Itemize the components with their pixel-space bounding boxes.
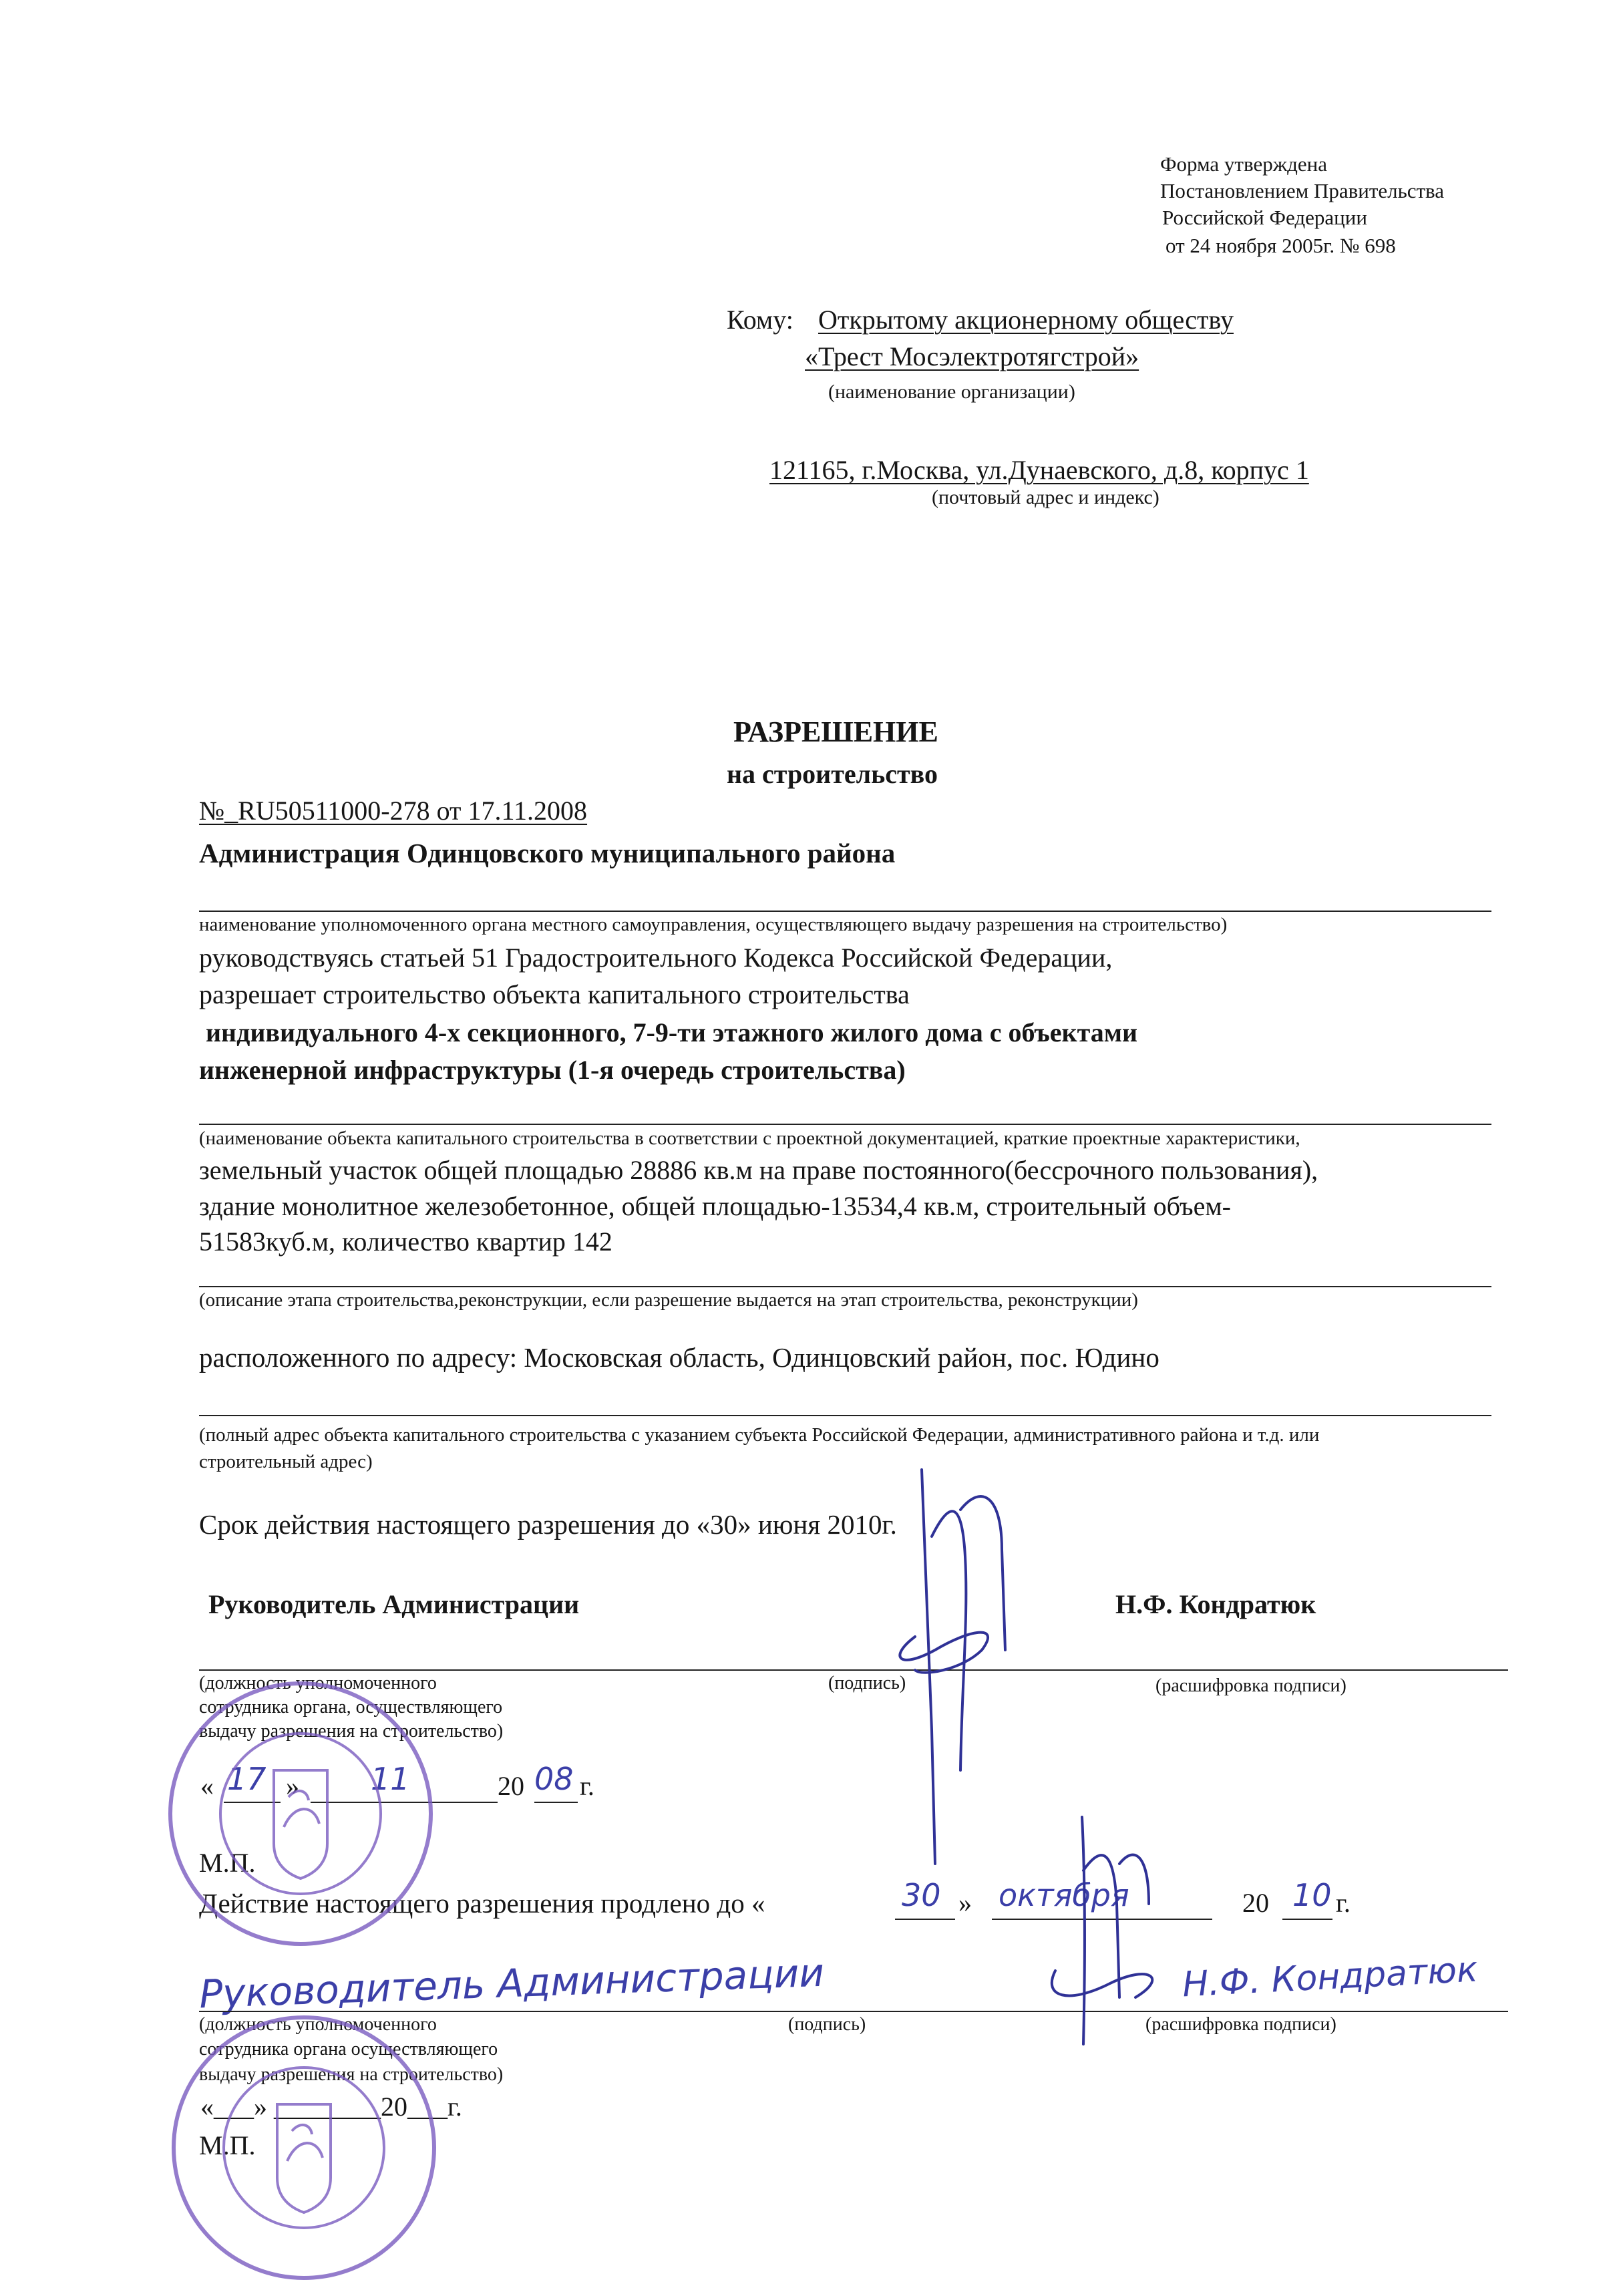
date1-year: 08 [534,1761,574,1797]
address-caption-line2: строительный адрес) [199,1451,373,1472]
desc-line1: земельный участок общей площадью 28886 кв.м на праве постоянного(бессрочного пользования), [199,1155,1318,1185]
form-note-line2: Постановлением Правительства [1160,179,1445,202]
address-caption-line1: (полный адрес объекта капитального строительства с указанием субъекта Российской Федерации, административного района и т.д. или [199,1424,1320,1446]
stamp1-seal [170,1683,431,1944]
date1-close: » [286,1771,299,1801]
authority-caption: наименование уполномоченного органа местного самоуправления, осуществляющего выдачу разрешения на строительство) [199,914,1228,935]
date1-day: 17 [227,1761,266,1797]
sig2-position-handwritten: Руководитель Администрации [198,1949,826,2017]
date2-line: «___» ________20___г. [200,2092,462,2122]
sig1-cap-position1: (должность уполномоченного [199,1673,437,1693]
extension-close: » [958,1888,972,1918]
document-subtitle: на строительство [727,759,938,789]
recipient-address: 121165, г.Москва, ул.Дунаевского, д.8, корпус 1 [769,455,1309,485]
date1-suffix: г. [580,1771,594,1801]
stamp2-seal [174,2017,434,2278]
date1-year-prefix: 20 [498,1771,524,1801]
signer-name: Н.Ф. Кондратюк [1115,1589,1316,1619]
mp2: М.П. [199,2130,256,2160]
extension-year: 10 [1292,1877,1332,1913]
recipient-address-caption: (почтовый адрес и индекс) [932,486,1159,508]
signer-position: Руководитель Администрации [208,1589,580,1619]
sig2-cap-position3: выдачу разрешения на строительство) [199,2064,504,2085]
recipient-name-caption: (наименование организации) [828,381,1075,403]
recipient-label: Кому: [727,305,793,335]
extension-month: октября [999,1877,1129,1913]
authority-name: Администрация Одинцовского муниципального района [199,838,896,868]
sig1-cap-position2: сотрудника органа, осуществляющего [199,1697,503,1717]
body-line2: разрешает строительство объекта капитального строительства [199,979,910,1009]
sig2-cap-position2: сотрудника органа осуществляющего [199,2039,498,2060]
object-line2: инженерной инфраструктуры (1-я очередь строительства) [199,1055,906,1085]
document-title: РАЗРЕШЕНИЕ [733,715,938,748]
desc-line3: 51583куб.м, количество квартир 142 [199,1226,612,1257]
sig2-name-handwritten: Н.Ф. Кондратюк [1181,1949,1479,2005]
object-address: расположенного по адресу: Московская область, Одинцовский район, пос. Юдино [199,1342,1159,1373]
permit-number: №_RU50511000-278 от 17.11.2008 [199,796,588,826]
signature2-scribble [1052,1817,1152,2044]
desc-line2: здание монолитное железобетонное, общей площадью-13534,4 кв.м, строительный объем- [199,1191,1231,1221]
sig2-cap-position1: (должность уполномоченного [199,2014,437,2035]
extension-text: Действие настоящего разрешения продлено до « [199,1888,765,1919]
object-caption: (наименование объекта капитального строительства в соответствии с проектной документацией, краткие проектные характеристики, [199,1128,1300,1149]
recipient-name-line2: «Трест Мосэлектротягстрой» [805,341,1139,371]
form-note-line1: Форма утверждена [1160,152,1327,176]
extension-suffix: г. [1336,1888,1351,1918]
signature1-scribble [900,1470,1005,1864]
extension-year-prefix: 20 [1242,1888,1269,1918]
sig1-cap-position3: выдачу разрешения на строительство) [199,1721,504,1742]
stage-caption: (описание этапа строительства,реконструкции, если разрешение выдается на этап строительства, реконструкции) [199,1289,1138,1311]
form-note-line4: от 24 ноября 2005г. № 698 [1166,234,1396,257]
recipient-name-line1: Открытому акционерному обществу [818,305,1234,335]
sig2-cap-signature: (подпись) [788,2014,866,2035]
sig2-cap-name: (расшифровка подписи) [1145,2014,1336,2035]
date1-open: « [200,1771,214,1801]
body-line1: руководствуясь статьей 51 Градостроительного Кодекса Российской Федерации, [199,943,1113,973]
validity-line: Срок действия настоящего разрешения до «30» июня 2010г. [199,1509,897,1540]
extension-day: 30 [902,1877,941,1913]
sig1-cap-signature: (подпись) [828,1673,906,1693]
form-note-line3: Российской Федерации [1162,206,1367,229]
date1-month: 11 [371,1761,410,1797]
mp1: М.П. [199,1848,256,1878]
sig1-cap-name: (расшифровка подписи) [1155,1675,1347,1696]
object-line1: индивидуального 4-х секционного, 7-9-ти этажного жилого дома с объектами [206,1017,1137,1047]
